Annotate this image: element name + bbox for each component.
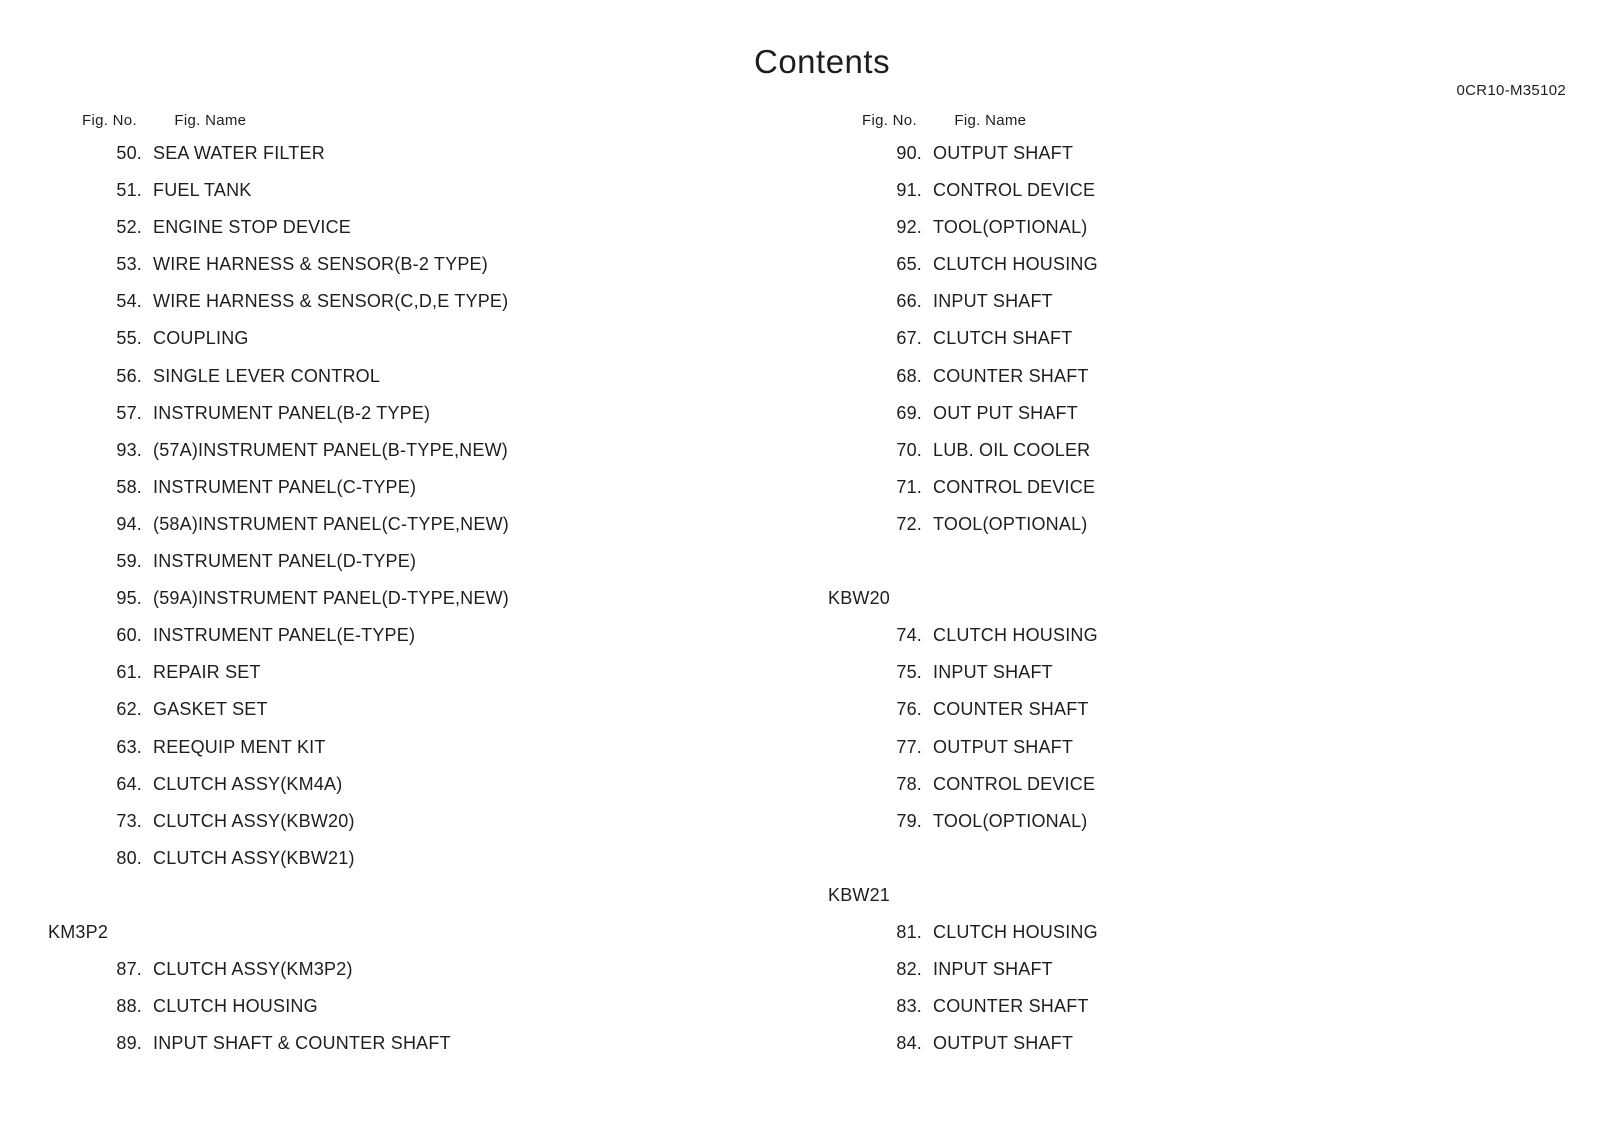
toc-row: [828, 515, 1548, 552]
fig-name: TOOL(OPTIONAL): [933, 810, 1088, 831]
fig-name: COUNTER SHAFT: [933, 996, 1089, 1017]
section-header-row: [48, 923, 768, 960]
fig-name: CONTROL DEVICE: [933, 773, 1096, 794]
fig-name: OUT PUT SHAFT: [933, 402, 1078, 423]
fig-number: 50.: [116, 143, 142, 163]
toc-rows-right: [828, 144, 1548, 1071]
toc-row: [828, 923, 1548, 960]
fig-number: 83.: [896, 996, 922, 1017]
fig-name: TOOL(OPTIONAL): [933, 217, 1088, 238]
fig-number: 56.: [116, 365, 142, 386]
toc-row: [48, 700, 768, 737]
fig-name-header: Fig. Name: [954, 112, 1027, 129]
column-header: [48, 113, 246, 129]
fig-name: COUNTER SHAFT: [933, 699, 1089, 720]
toc-row: [48, 738, 768, 775]
fig-name: CLUTCH ASSY(KBW21): [153, 847, 355, 868]
toc-column-right: [828, 0, 1548, 1131]
fig-name: TOOL(OPTIONAL): [933, 513, 1088, 534]
fig-name: CONTROL DEVICE: [933, 476, 1096, 497]
toc-row: [48, 404, 768, 441]
fig-no-header: Fig. No.: [82, 112, 137, 129]
fig-name: GASKET SET: [153, 699, 268, 720]
toc-column-left: [48, 0, 768, 1131]
fig-number: 78.: [896, 773, 922, 794]
fig-name: WIRE HARNESS & SENSOR(B-2 TYPE): [153, 254, 488, 275]
fig-name: INPUT SHAFT: [933, 959, 1053, 980]
toc-row: [48, 589, 768, 626]
blank-row: [828, 552, 1548, 589]
fig-number: 58.: [116, 476, 142, 497]
fig-number: 67.: [896, 328, 922, 349]
fig-number: 57.: [116, 402, 142, 423]
fig-number: 63.: [116, 736, 142, 757]
fig-name: OUTPUT SHAFT: [933, 143, 1074, 163]
fig-number: 71.: [896, 476, 922, 497]
section-label: KM3P2: [48, 921, 109, 942]
fig-name: WIRE HARNESS & SENSOR(C,D,E TYPE): [153, 291, 509, 312]
blank-row: [828, 849, 1548, 886]
toc-row: [828, 255, 1548, 292]
fig-name: CLUTCH ASSY(KBW20): [153, 810, 355, 831]
fig-number: 65.: [896, 254, 922, 275]
fig-name: REPAIR SET: [153, 662, 261, 683]
toc-row: [48, 552, 768, 589]
fig-number: 64.: [116, 773, 142, 794]
fig-name: CLUTCH HOUSING: [933, 625, 1098, 646]
page-title: Contents: [754, 43, 891, 80]
fig-number: 93.: [116, 439, 142, 460]
toc-row: [48, 812, 768, 849]
fig-name: CLUTCH HOUSING: [933, 254, 1098, 275]
fig-number: 81.: [896, 921, 922, 942]
fig-name: (59A)INSTRUMENT PANEL(D-TYPE,NEW): [153, 588, 509, 609]
fig-number: 88.: [116, 996, 142, 1017]
toc-rows-left: [48, 144, 768, 1071]
fig-name: COUNTER SHAFT: [933, 365, 1089, 386]
toc-row: [828, 1034, 1548, 1071]
fig-number: 61.: [116, 662, 142, 683]
toc-row: [828, 144, 1548, 181]
toc-row: [48, 849, 768, 886]
toc-row: [828, 441, 1548, 478]
fig-name: COUPLING: [153, 328, 249, 349]
toc-row: [48, 329, 768, 366]
fig-name: SINGLE LEVER CONTROL: [153, 365, 381, 386]
fig-number: 74.: [896, 625, 922, 646]
fig-number: 79.: [896, 810, 922, 831]
fig-name: REEQUIP MENT KIT: [153, 736, 326, 757]
fig-number: 53.: [116, 254, 142, 275]
fig-name: SEA WATER FILTER: [153, 143, 325, 163]
fig-name: CLUTCH ASSY(KM3P2): [153, 959, 353, 980]
fig-number: 95.: [116, 588, 142, 609]
fig-name: INPUT SHAFT & COUNTER SHAFT: [153, 1033, 451, 1054]
fig-number: 89.: [116, 1033, 142, 1054]
fig-name: INPUT SHAFT: [933, 291, 1053, 312]
fig-no-header: Fig. No.: [862, 112, 917, 129]
toc-row: [48, 292, 768, 329]
toc-row: [828, 367, 1548, 404]
fig-name: (58A)INSTRUMENT PANEL(C-TYPE,NEW): [153, 513, 509, 534]
fig-number: 76.: [896, 699, 922, 720]
fig-name: OUTPUT SHAFT: [933, 1033, 1074, 1054]
toc-row: [48, 255, 768, 292]
fig-name: INSTRUMENT PANEL(B-2 TYPE): [153, 402, 431, 423]
fig-number: 92.: [896, 217, 922, 238]
fig-number: 90.: [896, 143, 922, 163]
fig-number: 72.: [896, 513, 922, 534]
fig-number: 94.: [116, 513, 142, 534]
fig-name: ENGINE STOP DEVICE: [153, 217, 351, 238]
toc-row: [828, 181, 1548, 218]
toc-row: [48, 144, 768, 181]
toc-row: [48, 1034, 768, 1071]
fig-number: 82.: [896, 959, 922, 980]
fig-number: 51.: [116, 180, 142, 201]
fig-name: INSTRUMENT PANEL(D-TYPE): [153, 551, 417, 572]
fig-number: 55.: [116, 328, 142, 349]
toc-row: [48, 626, 768, 663]
fig-name: CONTROL DEVICE: [933, 180, 1096, 201]
fig-number: 91.: [896, 180, 922, 201]
fig-number: 84.: [896, 1033, 922, 1054]
fig-number: 77.: [896, 736, 922, 757]
fig-number: 62.: [116, 699, 142, 720]
section-header-row: [828, 589, 1548, 626]
fig-number: 73.: [116, 810, 142, 831]
fig-number: 68.: [896, 365, 922, 386]
fig-number: 66.: [896, 291, 922, 312]
fig-name: FUEL TANK: [153, 180, 252, 201]
blank-row: [48, 886, 768, 923]
section-label: KBW21: [828, 884, 891, 905]
fig-name: CLUTCH HOUSING: [933, 921, 1098, 942]
toc-row: [48, 775, 768, 812]
toc-row: [828, 775, 1548, 812]
toc-row: [48, 181, 768, 218]
toc-row: [828, 218, 1548, 255]
fig-name: INPUT SHAFT: [933, 662, 1053, 683]
toc-row: [48, 367, 768, 404]
fig-number: 75.: [896, 662, 922, 683]
toc-row: [48, 997, 768, 1034]
toc-row: [828, 292, 1548, 329]
toc-row: [828, 997, 1548, 1034]
fig-number: 60.: [116, 625, 142, 646]
fig-name: CLUTCH HOUSING: [153, 996, 318, 1017]
toc-row: [828, 626, 1548, 663]
fig-name: (57A)INSTRUMENT PANEL(B-TYPE,NEW): [153, 439, 508, 460]
section-header-row: [828, 886, 1548, 923]
toc-row: [48, 960, 768, 997]
fig-number: 70.: [896, 439, 922, 460]
section-label: KBW20: [828, 588, 891, 609]
fig-number: 87.: [116, 959, 142, 980]
toc-row: [48, 441, 768, 478]
fig-name-header: Fig. Name: [174, 112, 247, 129]
toc-row: [48, 515, 768, 552]
toc-row: [48, 663, 768, 700]
fig-name: CLUTCH ASSY(KM4A): [153, 773, 343, 794]
fig-name: LUB. OIL COOLER: [933, 439, 1091, 460]
column-header: [828, 113, 1026, 129]
fig-name: INSTRUMENT PANEL(C-TYPE): [153, 476, 417, 497]
toc-row: [828, 960, 1548, 997]
fig-number: 54.: [116, 291, 142, 312]
toc-row: [48, 218, 768, 255]
fig-name: CLUTCH SHAFT: [933, 328, 1073, 349]
toc-row: [828, 404, 1548, 441]
fig-name: OUTPUT SHAFT: [933, 736, 1074, 757]
toc-row: [828, 700, 1548, 737]
toc-row: [828, 478, 1548, 515]
toc-row: [828, 738, 1548, 775]
toc-row: [828, 812, 1548, 849]
fig-name: INSTRUMENT PANEL(E-TYPE): [153, 625, 416, 646]
fig-number: 59.: [116, 551, 142, 572]
fig-number: 69.: [896, 402, 922, 423]
toc-row: [828, 329, 1548, 366]
fig-number: 80.: [116, 847, 142, 868]
document-code: 0CR10-M35102: [1456, 82, 1566, 99]
toc-row: [48, 478, 768, 515]
toc-row: [828, 663, 1548, 700]
fig-number: 52.: [116, 217, 142, 238]
